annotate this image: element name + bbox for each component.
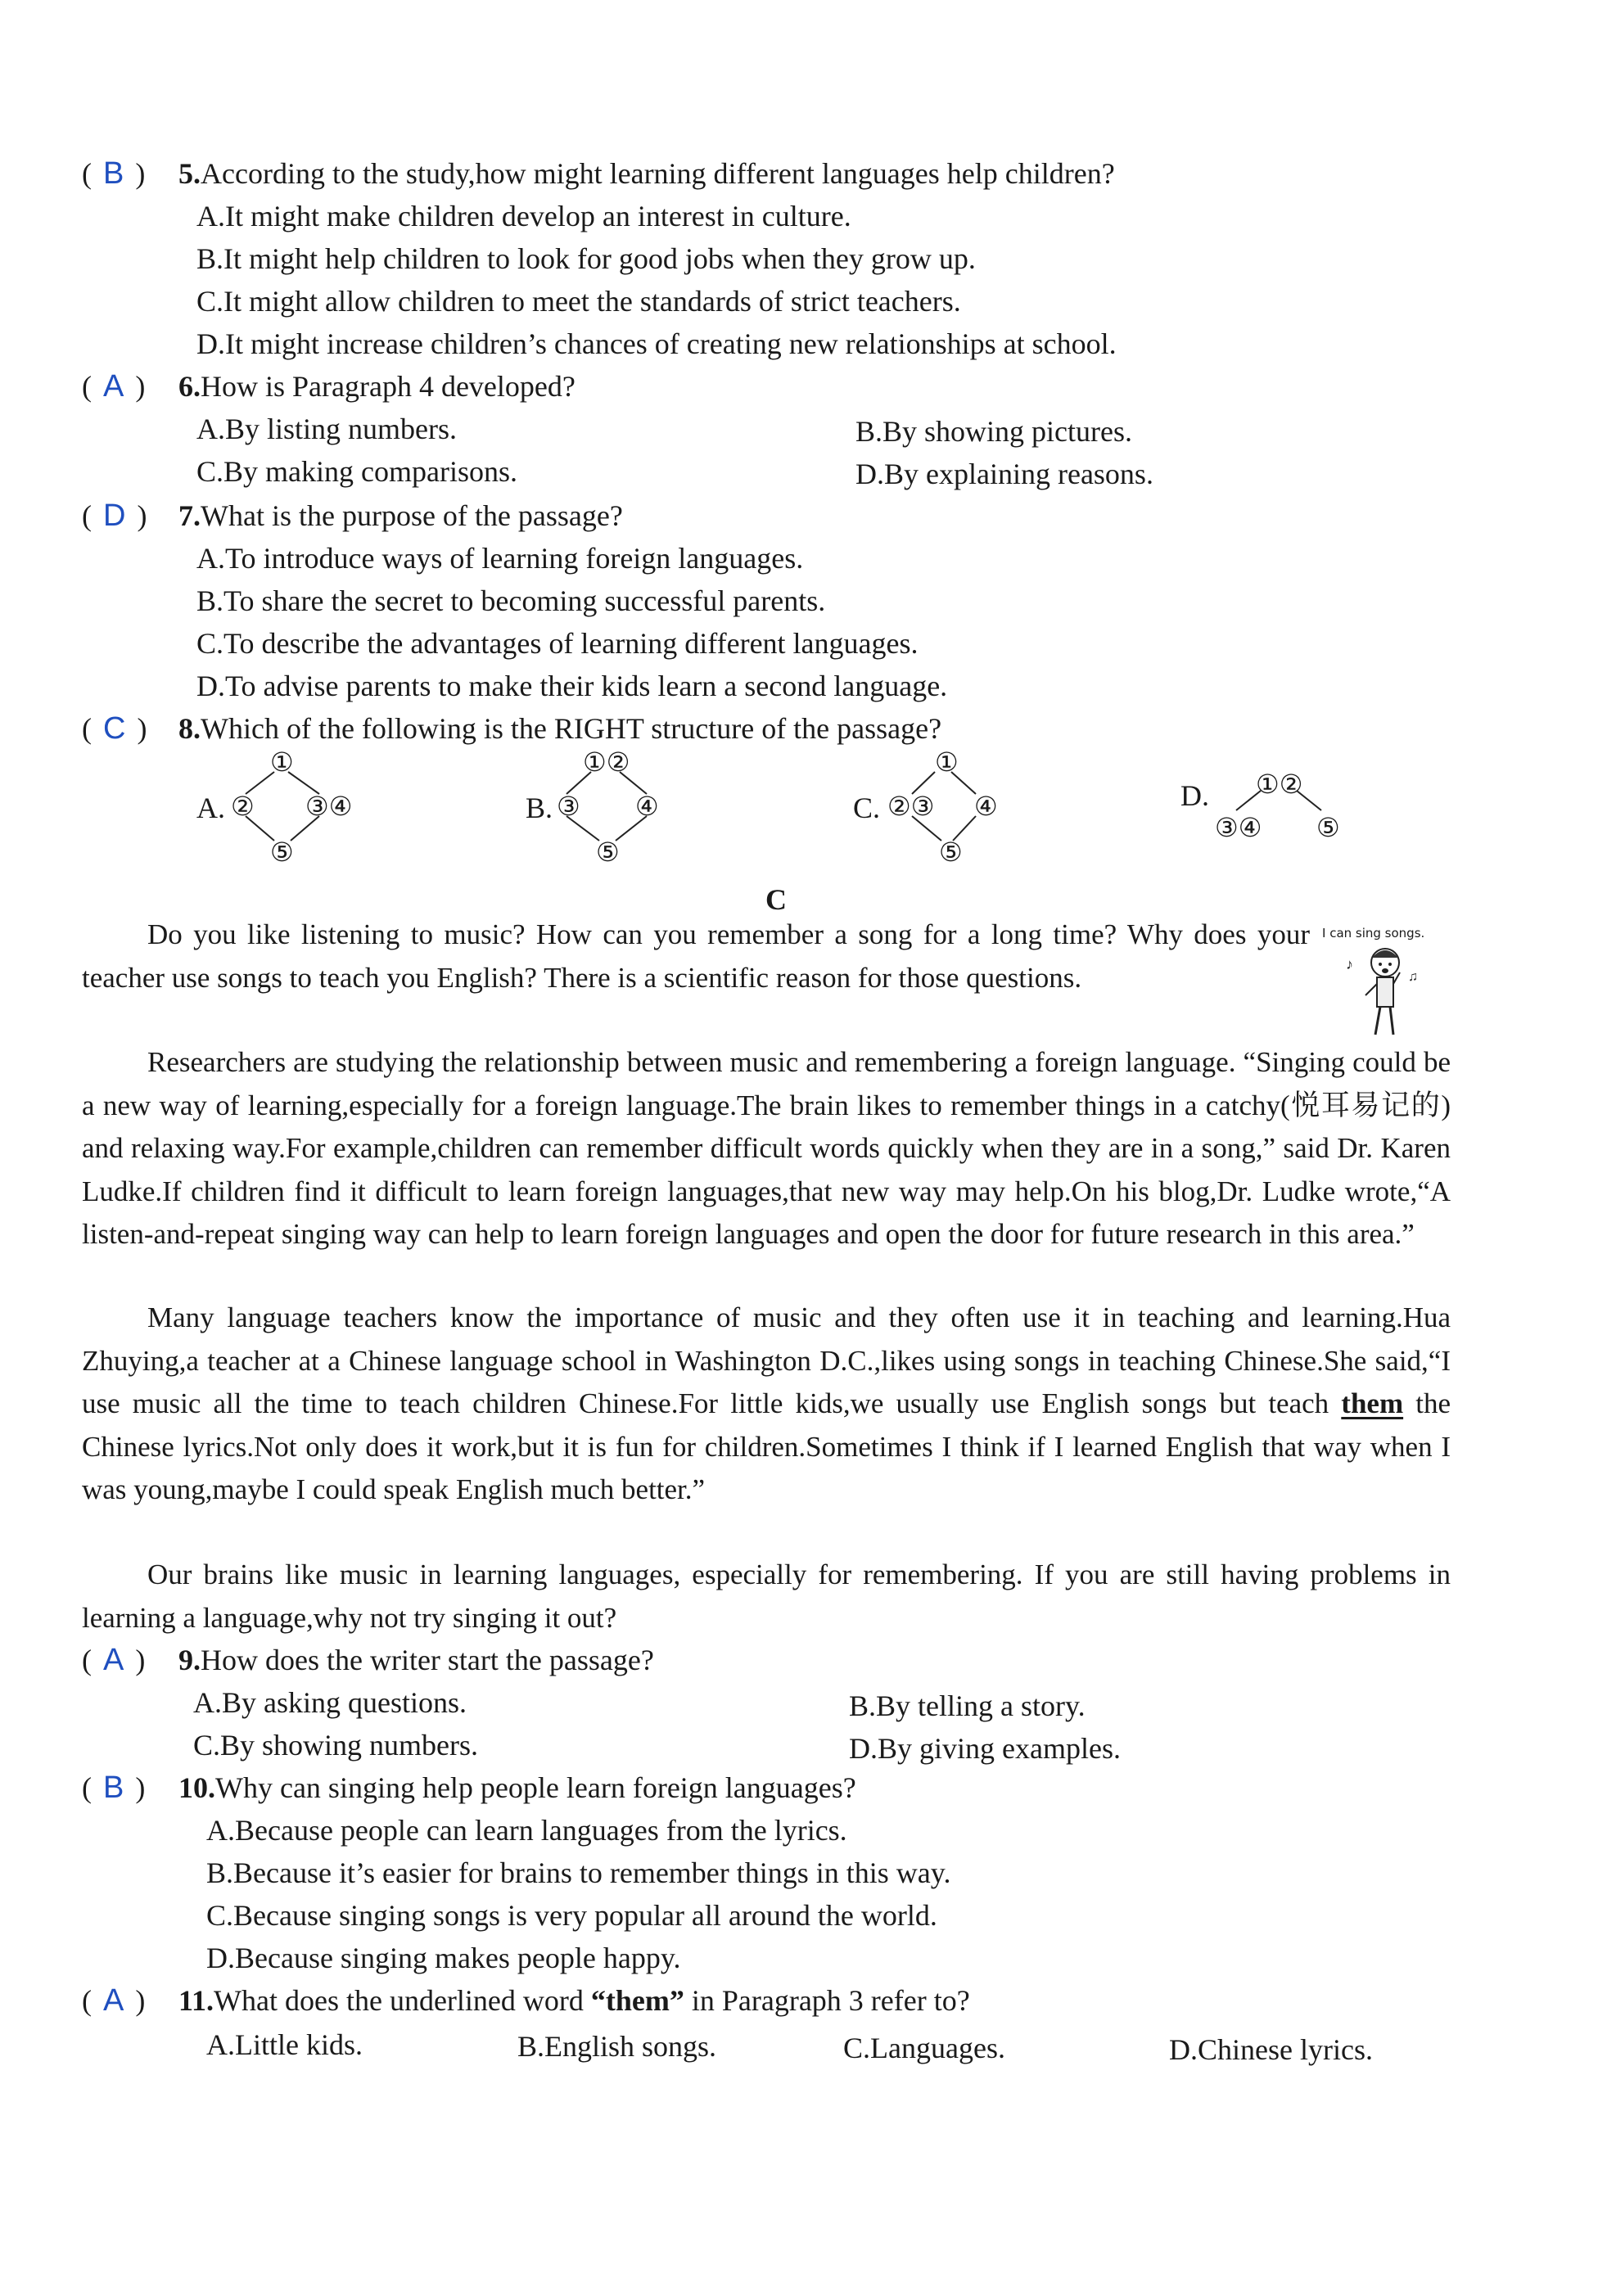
option-5b: B.It might help children to look for good jobs when they grow up. [196, 242, 976, 275]
question-number: 5. [178, 157, 201, 190]
structure-diagram-d [1180, 769, 1377, 868]
singing-boy-illustration [1343, 941, 1424, 1048]
node-top: ①② [583, 747, 630, 777]
question-text: How is Paragraph 4 developed? [201, 370, 576, 403]
answer-bracket: ( A ) [82, 369, 146, 404]
question-text: What is the purpose of the passage? [201, 499, 623, 532]
question-number: 10. [178, 1771, 215, 1804]
node-right: ④ [974, 792, 998, 821]
question-8 [82, 710, 941, 747]
node-left: ②③ [887, 792, 935, 821]
paragraph-3: Many language teachers know the importance of music and they often use it in teaching and learning.Hua Zhuying,a teacher at a Chinese language school in Washington D.C.,likes using songs in teaching Chinese.She said,“I use music all the time to teach children Chinese.For little kids,we usually use English songs but teach them the Chinese lyrics.Not only does it work,but it is fun for children.Sometimes I think if I learned English that way when I was young,maybe I could speak English much better.” [82, 1301, 1451, 1505]
node-top: ① [270, 747, 294, 777]
answer-q8: C [103, 711, 126, 746]
node-bottom: ⑤ [270, 837, 294, 867]
option-5c: C.It might allow children to meet the standards of strict teachers. [196, 285, 961, 318]
paragraph-1: Do you like listening to music? How can you remember a song for a long time? Why does your teacher use songs to teach you English? There is a scientific reason for those questions. [82, 918, 1310, 994]
option-10c: C.Because singing songs is very popular all around the world. [206, 1899, 937, 1932]
paragraph-4: Our brains like music in learning languages, especially for remembering. If you are still having problems in learning a language,why not try singing it out? [82, 1558, 1451, 1634]
svg-text:♫: ♫ [1408, 970, 1418, 984]
question-7 [82, 498, 623, 534]
svg-text:♪: ♪ [1346, 956, 1353, 972]
question-text: What does the underlined word [214, 1984, 591, 2017]
option-7c: C.To describe the advantages of learning different languages. [196, 627, 919, 660]
answer-bracket: ( A ) [82, 1983, 146, 2018]
question-number: 7. [178, 499, 201, 532]
question-9 [82, 1642, 654, 1678]
question-number: 11. [178, 1984, 214, 2017]
node-right: ③④ [305, 792, 353, 821]
option-11c: C.Languages. [843, 2032, 1005, 2064]
answer-bracket: ( A ) [82, 1643, 146, 1677]
option-10a: A.Because people can learn languages from the lyrics. [206, 1814, 847, 1847]
diagram-label: D. [1180, 779, 1209, 812]
node-left: ② [231, 792, 255, 821]
option-5d: D.It might increase children’s chances of creating new relationships at school. [196, 327, 1117, 360]
question-text: Why can singing help people learn foreign languages? [215, 1771, 856, 1804]
option-11a: A.Little kids. [206, 2028, 363, 2061]
answer-q11: A [103, 1983, 124, 2018]
question-text: Which of the following is the RIGHT structure of the passage? [201, 712, 942, 745]
diagram-lines [196, 749, 409, 872]
node-bottom: ⑤ [939, 837, 963, 867]
option-9c: C.By showing numbers. [193, 1729, 479, 1761]
option-10d: D.Because singing makes people happy. [206, 1942, 681, 1974]
question-11: ( A ) 11.What does the underlined word “them” in Paragraph 3 refer to? [82, 1983, 970, 2018]
question-number: 8. [178, 712, 201, 745]
quoted-word: “them” [590, 1984, 684, 2017]
option-9b: B.By telling a story. [849, 1689, 1086, 1722]
option-11b: B.English songs. [517, 2030, 717, 2063]
option-5a: A.It might make children develop an interest in culture. [196, 200, 851, 232]
answer-q5: B [103, 156, 124, 191]
illustration-caption: I can sing songs. [1322, 926, 1425, 941]
structure-diagram-c [853, 749, 1066, 872]
answer-q9: A [103, 1643, 124, 1677]
option-6b: B.By showing pictures. [855, 415, 1132, 448]
answer-q7: D [103, 498, 126, 533]
answer-q10: B [103, 1770, 124, 1805]
node-right: ④ [635, 792, 659, 821]
option-6d: D.By explaining reasons. [855, 458, 1153, 490]
question-number: 6. [178, 370, 201, 403]
answer-bracket: ( C ) [82, 711, 147, 746]
answer-q6: A [103, 369, 124, 404]
node-right: ⑤ [1316, 813, 1340, 842]
underlined-word: them [1341, 1387, 1404, 1419]
option-7a: A.To introduce ways of learning foreign languages. [196, 542, 804, 575]
node-left: ③④ [1215, 813, 1262, 842]
paragraph-2: Researchers are studying the relationship between music and remembering a foreign language. “Singing could be a new way of learning,especially for a foreign language.The brain likes to remember things in a catchy(悦耳易记的) and relaxing way.For example,children can remember difficult words quickly when they are in a song,” said Dr. Karen Ludke.If children find it difficult to learn foreign languages,that new way may help.On his blog,Dr. Ludke wrote,“A listen-and-repeat singing way can help to learn foreign languages and open the door for future research in this area.” [82, 1046, 1451, 1250]
question-number: 9. [178, 1644, 201, 1676]
diagram-label: C. [853, 792, 881, 824]
option-7b: B.To share the secret to becoming successful parents. [196, 584, 826, 617]
diagram-label: A. [196, 792, 225, 824]
question-text: How does the writer start the passage? [201, 1644, 654, 1676]
option-9a: A.By asking questions. [193, 1686, 467, 1719]
question-text: According to the study,how might learning different languages help children? [201, 157, 1115, 190]
question-10 [82, 1770, 856, 1806]
answer-bracket: ( B ) [82, 156, 146, 191]
diagram-label: B. [526, 792, 553, 824]
option-11d: D.Chinese lyrics. [1169, 2033, 1373, 2066]
node-bottom: ⑤ [596, 837, 620, 867]
option-6c: C.By making comparisons. [196, 455, 517, 488]
structure-diagram-b [526, 749, 738, 872]
node-top: ① [935, 747, 959, 777]
option-7d: D.To advise parents to make their kids learn a second language. [196, 670, 948, 702]
answer-bracket: ( B ) [82, 1770, 146, 1805]
structure-diagram-a [196, 749, 409, 872]
option-10b: B.Because it’s easier for brains to remember things in this way. [206, 1856, 951, 1889]
section-title: C [765, 883, 787, 916]
question-6 [82, 368, 576, 404]
node-left: ③ [557, 792, 580, 821]
option-6a: A.By listing numbers. [196, 413, 458, 445]
question-5 [82, 156, 1115, 192]
answer-bracket: ( D ) [82, 498, 147, 533]
option-9d: D.By giving examples. [849, 1732, 1121, 1765]
node-top: ①② [1256, 769, 1303, 799]
